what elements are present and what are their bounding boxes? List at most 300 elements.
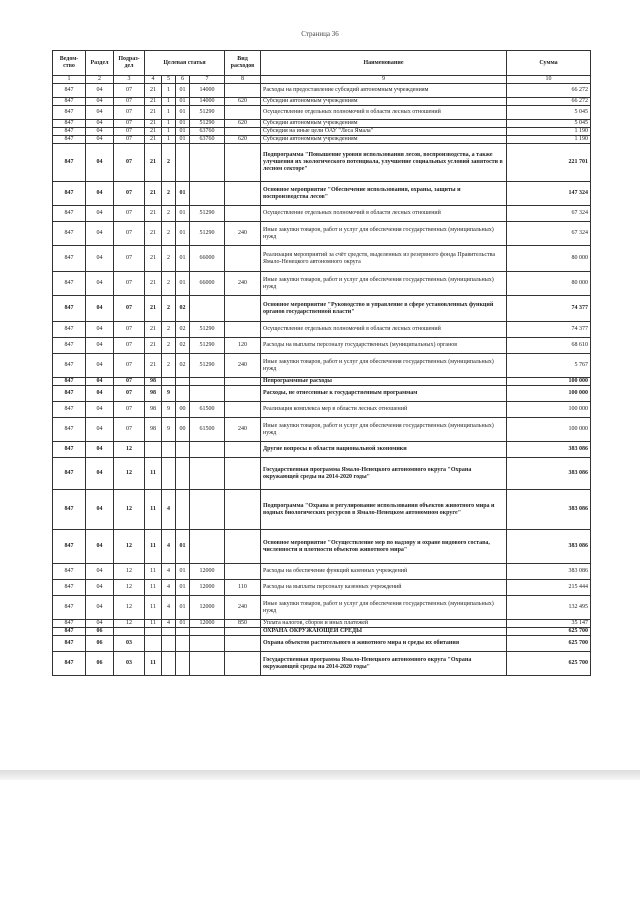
ved-cell: 847 — [53, 272, 86, 296]
name-cell: Субсидии автономным учреждениям — [261, 120, 507, 128]
event-cell: 02 — [176, 322, 190, 338]
subprogram-cell: 4 — [162, 564, 176, 580]
ved-cell: 847 — [53, 402, 86, 418]
vid-cell — [225, 628, 261, 636]
vid-cell — [225, 636, 261, 652]
sum-cell: 147 324 — [507, 182, 591, 206]
sum-cell: 383 086 — [507, 458, 591, 490]
table-row — [53, 84, 591, 98]
podrazdel-cell: 07 — [114, 98, 145, 106]
razdel-cell: 04 — [86, 564, 114, 580]
table-row — [53, 442, 591, 458]
razdel-cell: 04 — [86, 322, 114, 338]
event-cell — [176, 386, 190, 402]
name-cell: Основное мероприятие "Осуществление мер по надзору и охране видового состава, численности и плотности объектов животного мира" — [261, 530, 507, 564]
event-cell — [176, 490, 190, 530]
table-row — [53, 246, 591, 272]
direction-cell — [190, 652, 225, 676]
direction-cell: 51290 — [190, 322, 225, 338]
ved-cell: 847 — [53, 378, 86, 386]
razdel-cell: 04 — [86, 272, 114, 296]
razdel-cell: 04 — [86, 84, 114, 98]
name-cell: Основное мероприятие "Руководство и управление в сфере установленных функций органов государственной власти" — [261, 296, 507, 322]
direction-cell: 12000 — [190, 620, 225, 628]
vid-cell — [225, 296, 261, 322]
sum-cell: 100 000 — [507, 418, 591, 442]
razdel-cell: 04 — [86, 338, 114, 354]
ved-cell: 847 — [53, 128, 86, 136]
event-cell: 01 — [176, 106, 190, 120]
razdel-cell: 04 — [86, 206, 114, 222]
razdel-cell: 04 — [86, 490, 114, 530]
program-cell: 21 — [145, 120, 162, 128]
col-num: 6 — [176, 76, 190, 84]
sum-cell: 67 324 — [507, 222, 591, 246]
subprogram-cell: 4 — [162, 530, 176, 564]
program-cell: 11 — [145, 458, 162, 490]
sum-cell: 383 086 — [507, 564, 591, 580]
direction-cell — [190, 386, 225, 402]
razdel-cell: 04 — [86, 144, 114, 182]
name-cell: Уплата налогов, сборов и иных платежей — [261, 620, 507, 628]
subprogram-cell: 1 — [162, 98, 176, 106]
name-cell: Иные закупки товаров, работ и услуг для обеспечения государственных (муниципальных) нужд — [261, 596, 507, 620]
ved-cell: 847 — [53, 322, 86, 338]
podrazdel-cell: 07 — [114, 120, 145, 128]
razdel-cell: 04 — [86, 222, 114, 246]
podrazdel-cell: 07 — [114, 128, 145, 136]
sum-cell: 383 086 — [507, 442, 591, 458]
table-row — [53, 596, 591, 620]
vid-cell: 240 — [225, 596, 261, 620]
sum-cell: 1 190 — [507, 128, 591, 136]
program-cell: 11 — [145, 580, 162, 596]
ved-cell: 847 — [53, 490, 86, 530]
direction-cell: 66000 — [190, 272, 225, 296]
podrazdel-cell: 07 — [114, 402, 145, 418]
ved-cell: 847 — [53, 652, 86, 676]
subprogram-cell: 4 — [162, 490, 176, 530]
razdel-cell: 04 — [86, 182, 114, 206]
event-cell — [176, 378, 190, 386]
ved-cell: 847 — [53, 636, 86, 652]
subprogram-cell: 2 — [162, 322, 176, 338]
program-cell: 21 — [145, 272, 162, 296]
direction-cell: 51290 — [190, 206, 225, 222]
subprogram-cell: 2 — [162, 354, 176, 378]
program-cell: 21 — [145, 206, 162, 222]
direction-cell — [190, 636, 225, 652]
sum-cell: 100 000 — [507, 402, 591, 418]
direction-cell — [190, 628, 225, 636]
program-cell: 21 — [145, 222, 162, 246]
name-cell: Иные закупки товаров, работ и услуг для обеспечения государственных (муниципальных) нужд — [261, 418, 507, 442]
razdel-cell: 04 — [86, 136, 114, 144]
event-cell — [176, 458, 190, 490]
event-cell: 02 — [176, 296, 190, 322]
program-cell: 21 — [145, 322, 162, 338]
razdel-cell: 04 — [86, 620, 114, 628]
subprogram-cell — [162, 458, 176, 490]
program-cell: 11 — [145, 530, 162, 564]
subprogram-cell: 2 — [162, 246, 176, 272]
ved-cell: 847 — [53, 628, 86, 636]
podrazdel-cell: 07 — [114, 246, 145, 272]
sum-cell: 221 701 — [507, 144, 591, 182]
vid-cell — [225, 246, 261, 272]
direction-cell: 14000 — [190, 98, 225, 106]
column-number-row — [53, 76, 591, 84]
table-row — [53, 338, 591, 354]
table-row — [53, 378, 591, 386]
subprogram-cell: 9 — [162, 418, 176, 442]
razdel-cell: 04 — [86, 530, 114, 564]
direction-cell: 66000 — [190, 246, 225, 272]
program-cell: 11 — [145, 620, 162, 628]
col-num: 10 — [507, 76, 591, 84]
table-row — [53, 222, 591, 246]
podrazdel-cell: 07 — [114, 296, 145, 322]
event-cell: 01 — [176, 84, 190, 98]
table-row — [53, 272, 591, 296]
header-podrazdel: Подраз-дел — [114, 51, 145, 76]
vid-cell — [225, 378, 261, 386]
program-cell: 21 — [145, 128, 162, 136]
header-naim: Наименование — [261, 51, 507, 76]
program-cell: 11 — [145, 652, 162, 676]
program-cell: 21 — [145, 338, 162, 354]
table-row — [53, 628, 591, 636]
direction-cell — [190, 458, 225, 490]
col-num: 9 — [261, 76, 507, 84]
sum-cell: 132 495 — [507, 596, 591, 620]
ved-cell: 847 — [53, 222, 86, 246]
vid-cell — [225, 490, 261, 530]
vid-cell: 120 — [225, 338, 261, 354]
program-cell: 21 — [145, 296, 162, 322]
header-vid: Вид расходов — [225, 51, 261, 76]
ved-cell: 847 — [53, 530, 86, 564]
table-row — [53, 386, 591, 402]
vid-cell: 240 — [225, 354, 261, 378]
table-row — [53, 296, 591, 322]
program-cell — [145, 636, 162, 652]
subprogram-cell — [162, 378, 176, 386]
sum-cell: 100 000 — [507, 386, 591, 402]
sum-cell: 383 086 — [507, 530, 591, 564]
razdel-cell: 04 — [86, 296, 114, 322]
podrazdel-cell: 12 — [114, 490, 145, 530]
podrazdel-cell: 07 — [114, 418, 145, 442]
event-cell: 01 — [176, 596, 190, 620]
program-cell: 21 — [145, 354, 162, 378]
vid-cell — [225, 106, 261, 120]
sum-cell: 100 000 — [507, 378, 591, 386]
name-cell: Государственная программа Ямало-Ненецкого автономного округа "Охрана окружающей среды на 2014-2020 годы" — [261, 458, 507, 490]
subprogram-cell: 1 — [162, 106, 176, 120]
razdel-cell: 04 — [86, 246, 114, 272]
subprogram-cell: 4 — [162, 596, 176, 620]
table-row — [53, 490, 591, 530]
subprogram-cell — [162, 652, 176, 676]
name-cell: Расходы на выплаты персоналу казенных учреждений — [261, 580, 507, 596]
podrazdel-cell: 12 — [114, 530, 145, 564]
name-cell: Расходы на предоставление субсидий автономным учреждениям — [261, 84, 507, 98]
name-cell: Осуществление отдельных полномочий в области лесных отношений — [261, 106, 507, 120]
podrazdel-cell: 03 — [114, 652, 145, 676]
budget-table — [52, 50, 591, 676]
table-header-row — [53, 51, 591, 76]
podrazdel-cell: 07 — [114, 338, 145, 354]
subprogram-cell: 4 — [162, 580, 176, 596]
event-cell: 01 — [176, 530, 190, 564]
name-cell: Другие вопросы в области национальной экономики — [261, 442, 507, 458]
vid-cell — [225, 458, 261, 490]
podrazdel-cell: 12 — [114, 564, 145, 580]
subprogram-cell: 2 — [162, 144, 176, 182]
direction-cell — [190, 530, 225, 564]
podrazdel-cell: 07 — [114, 106, 145, 120]
razdel-cell: 04 — [86, 354, 114, 378]
subprogram-cell: 9 — [162, 386, 176, 402]
event-cell: 00 — [176, 402, 190, 418]
sum-cell: 80 000 — [507, 246, 591, 272]
vid-cell — [225, 564, 261, 580]
table-row — [53, 418, 591, 442]
direction-cell: 51290 — [190, 106, 225, 120]
program-cell: 21 — [145, 144, 162, 182]
name-cell: Реализация мероприятий за счёт средств, выделенных из резервного фонда Правительства Ямало-Ненецкого автономного округа — [261, 246, 507, 272]
program-cell — [145, 442, 162, 458]
vid-cell: 620 — [225, 120, 261, 128]
name-cell: Субсидия на иные цели ОАУ "Леса Ямала" — [261, 128, 507, 136]
program-cell: 11 — [145, 490, 162, 530]
direction-cell — [190, 144, 225, 182]
direction-cell: 61500 — [190, 402, 225, 418]
vid-cell: 110 — [225, 580, 261, 596]
subprogram-cell: 4 — [162, 620, 176, 628]
name-cell: Осуществление отдельных полномочий в области лесных отношений — [261, 206, 507, 222]
table-body — [53, 84, 591, 676]
vid-cell — [225, 442, 261, 458]
ved-cell: 847 — [53, 386, 86, 402]
event-cell — [176, 652, 190, 676]
podrazdel-cell: 07 — [114, 182, 145, 206]
event-cell: 00 — [176, 418, 190, 442]
table-row — [53, 206, 591, 222]
event-cell — [176, 144, 190, 182]
ved-cell: 847 — [53, 182, 86, 206]
razdel-cell: 06 — [86, 628, 114, 636]
col-num: 3 — [114, 76, 145, 84]
program-cell: 21 — [145, 246, 162, 272]
scan-edge-shadow — [0, 770, 640, 780]
col-num: 4 — [145, 76, 162, 84]
direction-cell: 12000 — [190, 580, 225, 596]
name-cell: Расходы, не отнесенные к государственным программам — [261, 386, 507, 402]
header-razdel: Раздел — [86, 51, 114, 76]
podrazdel-cell: 07 — [114, 272, 145, 296]
vid-cell: 240 — [225, 272, 261, 296]
event-cell: 02 — [176, 354, 190, 378]
ved-cell: 847 — [53, 458, 86, 490]
razdel-cell: 04 — [86, 458, 114, 490]
name-cell: Непрограммные расходы — [261, 378, 507, 386]
podrazdel-cell: 03 — [114, 636, 145, 652]
sum-cell: 67 324 — [507, 206, 591, 222]
podrazdel-cell: 12 — [114, 620, 145, 628]
event-cell — [176, 628, 190, 636]
program-cell: 11 — [145, 564, 162, 580]
ved-cell: 847 — [53, 596, 86, 620]
name-cell: Субсидии автономным учреждениям — [261, 136, 507, 144]
program-cell: 98 — [145, 378, 162, 386]
vid-cell — [225, 182, 261, 206]
name-cell: Подпрограмма "Охрана и регулирование использования объектов животного мира и водных биологических ресурсов в Ямало-Ненецком автономном округе" — [261, 490, 507, 530]
event-cell: 01 — [176, 620, 190, 628]
budget-table-container — [52, 50, 590, 676]
subprogram-cell: 1 — [162, 120, 176, 128]
table-row — [53, 128, 591, 136]
vid-cell — [225, 322, 261, 338]
podrazdel-cell: 07 — [114, 322, 145, 338]
direction-cell — [190, 296, 225, 322]
vid-cell — [225, 84, 261, 98]
sum-cell: 625 700 — [507, 652, 591, 676]
table-row — [53, 620, 591, 628]
vid-cell — [225, 530, 261, 564]
event-cell: 01 — [176, 120, 190, 128]
name-cell: Государственная программа Ямало-Ненецкого автономного округа "Охрана окружающей среды на 2014-2020 годы" — [261, 652, 507, 676]
ved-cell: 847 — [53, 144, 86, 182]
name-cell: Иные закупки товаров, работ и услуг для обеспечения государственных (муниципальных) нужд — [261, 354, 507, 378]
subprogram-cell: 2 — [162, 338, 176, 354]
razdel-cell: 04 — [86, 106, 114, 120]
name-cell: Субсидии автономным учреждениям — [261, 98, 507, 106]
table-row — [53, 136, 591, 144]
podrazdel-cell: 07 — [114, 144, 145, 182]
sum-cell: 80 000 — [507, 272, 591, 296]
event-cell: 01 — [176, 564, 190, 580]
sum-cell: 74 377 — [507, 322, 591, 338]
sum-cell: 383 086 — [507, 490, 591, 530]
vid-cell — [225, 144, 261, 182]
event-cell — [176, 442, 190, 458]
vid-cell: 620 — [225, 98, 261, 106]
direction-cell: 51290 — [190, 222, 225, 246]
razdel-cell: 04 — [86, 386, 114, 402]
podrazdel-cell: 07 — [114, 84, 145, 98]
program-cell: 98 — [145, 418, 162, 442]
sum-cell: 5 045 — [507, 106, 591, 120]
direction-cell — [190, 182, 225, 206]
event-cell — [176, 636, 190, 652]
razdel-cell: 04 — [86, 442, 114, 458]
page-label: Страница 36 — [301, 30, 339, 38]
vid-cell: 850 — [225, 620, 261, 628]
direction-cell — [190, 442, 225, 458]
name-cell: Иные закупки товаров, работ и услуг для обеспечения государственных (муниципальных) нужд — [261, 272, 507, 296]
subprogram-cell: 2 — [162, 182, 176, 206]
ved-cell: 847 — [53, 136, 86, 144]
ved-cell: 847 — [53, 98, 86, 106]
event-cell: 01 — [176, 246, 190, 272]
program-cell: 21 — [145, 136, 162, 144]
sum-cell: 625 700 — [507, 628, 591, 636]
razdel-cell: 04 — [86, 402, 114, 418]
name-cell: ОХРАНА ОКРУЖАЮЩЕЙ СРЕДЫ — [261, 628, 507, 636]
subprogram-cell — [162, 636, 176, 652]
razdel-cell: 04 — [86, 128, 114, 136]
name-cell: Иные закупки товаров, работ и услуг для обеспечения государственных (муниципальных) нужд — [261, 222, 507, 246]
podrazdel-cell: 07 — [114, 206, 145, 222]
sum-cell: 68 610 — [507, 338, 591, 354]
podrazdel-cell: 07 — [114, 378, 145, 386]
name-cell: Основное мероприятие "Обеспечение использования, охраны, защиты и воспроизводства лесов" — [261, 182, 507, 206]
event-cell: 01 — [176, 182, 190, 206]
program-cell — [145, 628, 162, 636]
sum-cell: 66 272 — [507, 84, 591, 98]
razdel-cell: 04 — [86, 596, 114, 620]
table-row — [53, 322, 591, 338]
sum-cell: 74 377 — [507, 296, 591, 322]
subprogram-cell — [162, 442, 176, 458]
program-cell: 21 — [145, 182, 162, 206]
razdel-cell: 04 — [86, 98, 114, 106]
col-num: 5 — [162, 76, 176, 84]
razdel-cell: 06 — [86, 636, 114, 652]
program-cell: 11 — [145, 596, 162, 620]
vid-cell — [225, 402, 261, 418]
podrazdel-cell: 07 — [114, 136, 145, 144]
event-cell: 01 — [176, 222, 190, 246]
program-cell: 98 — [145, 386, 162, 402]
vid-cell — [225, 386, 261, 402]
sum-cell: 5 767 — [507, 354, 591, 378]
subprogram-cell: 1 — [162, 84, 176, 98]
sum-cell: 66 272 — [507, 98, 591, 106]
table-row — [53, 144, 591, 182]
ved-cell: 847 — [53, 620, 86, 628]
direction-cell: 51290 — [190, 354, 225, 378]
razdel-cell: 04 — [86, 580, 114, 596]
ved-cell: 847 — [53, 246, 86, 272]
table-row — [53, 120, 591, 128]
event-cell: 01 — [176, 272, 190, 296]
podrazdel-cell: 12 — [114, 458, 145, 490]
program-cell: 21 — [145, 98, 162, 106]
subprogram-cell: 2 — [162, 272, 176, 296]
col-num: 7 — [190, 76, 225, 84]
table-row — [53, 402, 591, 418]
subprogram-cell: 2 — [162, 222, 176, 246]
subprogram-cell: 2 — [162, 206, 176, 222]
vid-cell: 240 — [225, 222, 261, 246]
name-cell: Подпрограмма "Повышение уровня использования лесов, воспроизводства, а также улучшения их экологического потенциала, улучшение социальных условий занятости в лесном секторе" — [261, 144, 507, 182]
table-row — [53, 564, 591, 580]
ved-cell: 847 — [53, 564, 86, 580]
event-cell: 01 — [176, 206, 190, 222]
direction-cell: 61500 — [190, 418, 225, 442]
sum-cell: 5 045 — [507, 120, 591, 128]
direction-cell: 51290 — [190, 120, 225, 128]
ved-cell: 847 — [53, 84, 86, 98]
sum-cell: 625 700 — [507, 636, 591, 652]
ved-cell: 847 — [53, 338, 86, 354]
sum-cell: 215 444 — [507, 580, 591, 596]
ved-cell: 847 — [53, 296, 86, 322]
ved-cell: 847 — [53, 442, 86, 458]
